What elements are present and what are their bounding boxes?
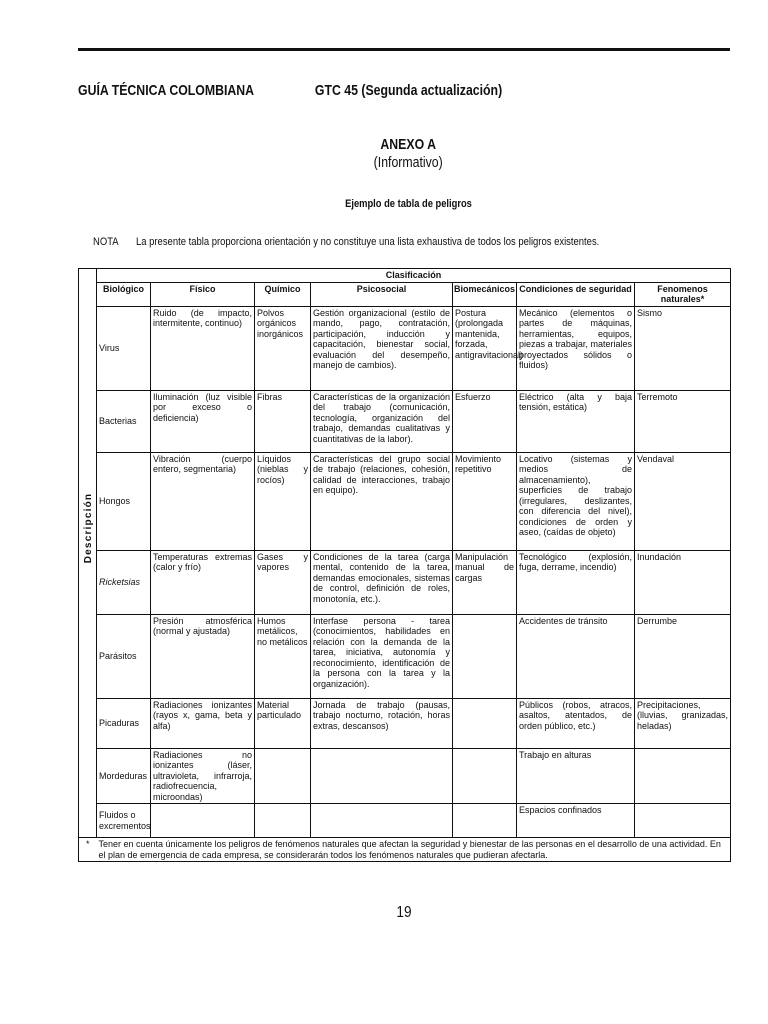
table-cell: Gases y vapores (255, 550, 311, 614)
column-header: Condiciones de seguridad (517, 282, 635, 306)
header-standard-title: GTC 45 (Segunda actualización) (314, 82, 503, 99)
table-cell: Públicos (robos, atracos, asaltos, atentados, de orden público, etc.) (517, 698, 635, 748)
table-cell (453, 804, 517, 838)
column-header: Químico (255, 282, 311, 306)
table-cell (311, 804, 453, 838)
table-row (79, 306, 731, 390)
column-header: Fenomenos naturales* (635, 282, 731, 306)
table-cell: Ruido (de impacto, intermitente, continuo) (151, 306, 255, 390)
table-cell: Humos metálicos, no metálicos (255, 614, 311, 698)
table-cell: Fluidos o excrementos (97, 804, 151, 838)
table-cell: Radiaciones no ionizantes (láser, ultravioleta, infrarroja, radiofrecuencia, microondas) (151, 748, 255, 804)
table-row (79, 390, 731, 452)
table-cell (635, 804, 731, 838)
table-cell: Espacios confinados (517, 804, 635, 838)
table-row (79, 550, 731, 614)
column-header: Biológico (97, 282, 151, 306)
table-cell (453, 698, 517, 748)
table-cell: Movimiento repetitivo (453, 452, 517, 550)
table-cell (635, 748, 731, 804)
table-cell: Tecnológico (explosión, fuga, derrame, incendio) (517, 550, 635, 614)
top-rule (78, 48, 730, 51)
table-cell: Bacterias (97, 390, 151, 452)
table-cell: Condiciones de la tarea (carga mental, contenido de la tarea, demandas emocionales, sistemas de control, definición de roles, monotonía, etc.). (311, 550, 453, 614)
table-row (79, 804, 731, 838)
table-cell: Picaduras (97, 698, 151, 748)
group-header-row (79, 269, 731, 283)
table-cell: Trabajo en alturas (517, 748, 635, 804)
table-cell: Características del grupo social de trabajo (relaciones, cohesión, calidad de interacciones, trabajo en equipo). (311, 452, 453, 550)
table-cell: Temperaturas extremas (calor y frío) (151, 550, 255, 614)
table-cell (311, 748, 453, 804)
table-cell: Sismo (635, 306, 731, 390)
table-cell: Radiaciones ionizantes (rayos x, gama, beta y alfa) (151, 698, 255, 748)
table-cell: Vendaval (635, 452, 731, 550)
page-header (78, 82, 613, 99)
table-cell: Esfuerzo (453, 390, 517, 452)
table-row (79, 452, 731, 550)
column-header-row (79, 282, 731, 306)
table-cell: Inundación (635, 550, 731, 614)
table-cell: Jornada de trabajo (pausas, trabajo nocturno, rotación, horas extras, descansos) (311, 698, 453, 748)
table-cell: Parásitos (97, 614, 151, 698)
table-cell: Virus (97, 306, 151, 390)
hazards-table (78, 268, 731, 862)
table-cell: Material particulado (255, 698, 311, 748)
table-cell (151, 804, 255, 838)
page-number: 19 (396, 904, 412, 921)
table-cell: Locativo (sistemas y medios de almacenamiento), superficies de trabajo (irregulares, deslizantes, con diferencia del nivel), condiciones de orden y aseo, (caídas de objeto) (517, 452, 635, 550)
table-cell: Presión atmosférica (normal y ajustada) (151, 614, 255, 698)
header-guide-title: GUÍA TÉCNICA COLOMBIANA (78, 82, 255, 99)
table-cell (453, 748, 517, 804)
table-cell: Fibras (255, 390, 311, 452)
table-cell: Precipitaciones, (lluvias, granizadas, heladas) (635, 698, 731, 748)
column-header: Biomecánicos (453, 282, 517, 306)
column-header: Psicosocial (311, 282, 453, 306)
table-cell: Manipulación manual de cargas (453, 550, 517, 614)
footnote-mark: * (79, 838, 97, 862)
footnote-row (79, 838, 731, 862)
table-cell: Eléctrico (alta y baja tensión, estática) (517, 390, 635, 452)
table-cell: Líquidos (nieblas y rocíos) (255, 452, 311, 550)
table-cell: Hongos (97, 452, 151, 550)
table-cell (255, 804, 311, 838)
column-header: Físico (151, 282, 255, 306)
classification-header: Clasificación (97, 269, 731, 283)
table-caption: Ejemplo de tabla de peligros (345, 198, 472, 210)
note-text: La presente tabla proporciona orientación y no constituye una lista exhaustiva de todos los peligros existentes. (136, 236, 600, 248)
description-side-label: Descripción (79, 269, 97, 838)
note-label: NOTA (93, 236, 119, 248)
table-row (79, 698, 731, 748)
table-cell: Características de la organización del trabajo (comunicación, tecnología, organización del trabajo, demandas cualitativas y cuantitativas de la labor). (311, 390, 453, 452)
table-cell: Vibración (cuerpo entero, segmentaria) (151, 452, 255, 550)
table-row (79, 748, 731, 804)
table-cell: Ricketsias (97, 550, 151, 614)
table-row (79, 614, 731, 698)
table-cell (453, 614, 517, 698)
table-cell: Accidentes de tránsito (517, 614, 635, 698)
table-cell: Terremoto (635, 390, 731, 452)
table-cell: Mecánico (elementos o partes de máquinas, herramientas, equipos, piezas a trabajar, materiales proyectados sólidos o fluidos) (517, 306, 635, 390)
table-cell: Derrumbe (635, 614, 731, 698)
annex-subtitle: (Informativo) (373, 154, 443, 171)
table-cell: Polvos orgánicos inorgánicos (255, 306, 311, 390)
table-cell: Postura (prolongada mantenida, forzada, antigravitacional) (453, 306, 517, 390)
annex-title: ANEXO A (380, 136, 436, 153)
table-cell: Mordeduras (97, 748, 151, 804)
table-cell (255, 748, 311, 804)
note (93, 236, 599, 248)
footnote-text: Tener en cuenta únicamente los peligros de fenómenos naturales que afectan la seguridad y bienestar de las personas en el desarrollo de una actividad. En el plan de emergencia de cada empresa, se considerarán todos los fenómenos naturales que pudieran afectarla. (97, 838, 731, 862)
table-cell: Interfase persona - tarea (conocimientos, habilidades en relación con la demanda de la tarea, iniciativa, autonomía y reconocimiento, identificación de la persona con la tarea y la organización). (311, 614, 453, 698)
table-cell: Iluminación (luz visible por exceso o deficiencia) (151, 390, 255, 452)
table-cell: Gestión organizacional (estilo de mando, pago, contratación, participación, inducción y capacitación, bienestar social, evaluación del desempeño, manejo de cambios). (311, 306, 453, 390)
